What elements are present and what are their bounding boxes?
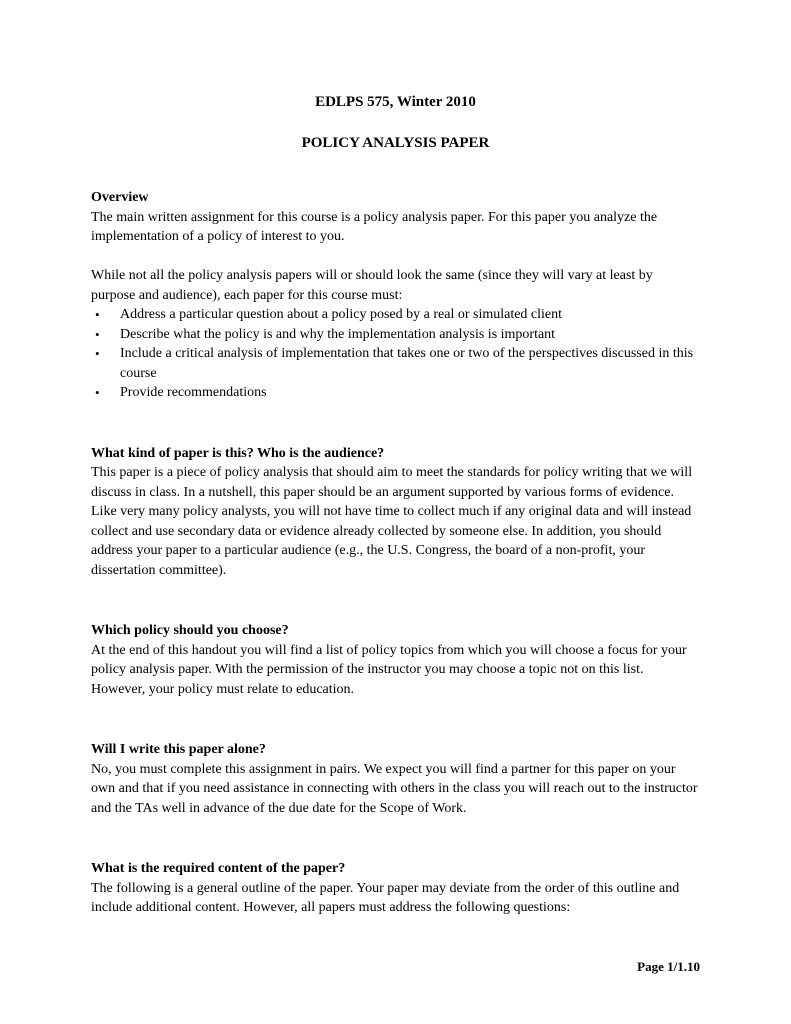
bullet-text: Include a critical analysis of implementation that takes one or two of the perspectives discussed in this course bbox=[120, 346, 694, 381]
section-write-alone bbox=[91, 740, 700, 818]
bullet-text: Describe what the policy is and why the implementation analysis is important bbox=[120, 326, 556, 342]
bullet-icon: • bbox=[95, 346, 100, 361]
section-required-content bbox=[91, 859, 700, 918]
bullet-icon: • bbox=[95, 307, 100, 322]
audience-body: This paper is a piece of policy analysis that should aim to meet the standards for policy writing that we will discuss in class. In a nutshell, this paper should be an argument supported by various forms of evidence. Like very many policy analysts, you will not have time to collect much if any original data and will instead collect and use secondary data or evidence already collected by someone else. In addition, you should address your paper to a particular audience (e.g., the U.S. Congress, the board of a non-profit, your dissertation committee). bbox=[91, 465, 693, 578]
course-title: EDLPS 575, Winter 2010 bbox=[315, 94, 476, 110]
bullet-item bbox=[91, 383, 700, 403]
bullet-text: Address a particular question about a policy posed by a real or simulated client bbox=[120, 307, 563, 322]
overview-heading: Overview bbox=[91, 190, 149, 205]
write-alone-heading: Will I write this paper alone? bbox=[91, 742, 266, 757]
requirements-bullet-list bbox=[91, 305, 700, 403]
write-alone-body: No, you must complete this assignment in pairs. We expect you will find a partner for this paper on your own and that if you need assistance in connecting with others in the class you will reach out to the instructor and the TAs well in advance of the due date for the Scope of Work. bbox=[91, 761, 698, 816]
required-content-heading: What is the required content of the paper? bbox=[91, 861, 346, 876]
policy-choice-heading: Which policy should you choose? bbox=[91, 623, 289, 638]
audience-heading: What kind of paper is this? Who is the audience? bbox=[91, 445, 385, 461]
paper-title: POLICY ANALYSIS PAPER bbox=[301, 135, 490, 151]
requirements-intro: While not all the policy analysis papers will or should look the same (since they will vary at least by purpose and audience), each paper for this course must: bbox=[91, 268, 653, 303]
bullet-item bbox=[91, 325, 700, 345]
section-overview bbox=[91, 188, 700, 403]
bullet-text: Provide recommendations bbox=[120, 385, 267, 400]
bullet-item bbox=[91, 344, 700, 383]
section-audience bbox=[91, 444, 700, 581]
bullet-item bbox=[91, 305, 700, 325]
overview-body: The main written assignment for this course is a policy analysis paper. For this paper you analyze the implementation of a policy of interest to you. bbox=[91, 209, 658, 244]
bullet-icon: • bbox=[95, 326, 100, 342]
required-content-body: The following is a general outline of the paper. Your paper may deviate from the order of this outline and include additional content. However, all papers must address the following questions: bbox=[91, 880, 680, 915]
bullet-icon: • bbox=[95, 385, 100, 400]
policy-choice-body: At the end of this handout you will find a list of policy topics from which you will choose a focus for your policy analysis paper. With the permission of the instructor you may choose a topic not on this list. However, your policy must relate to education. bbox=[91, 642, 687, 697]
section-policy-choice bbox=[91, 621, 700, 699]
page-number: Page 1/1.10 bbox=[637, 959, 700, 974]
